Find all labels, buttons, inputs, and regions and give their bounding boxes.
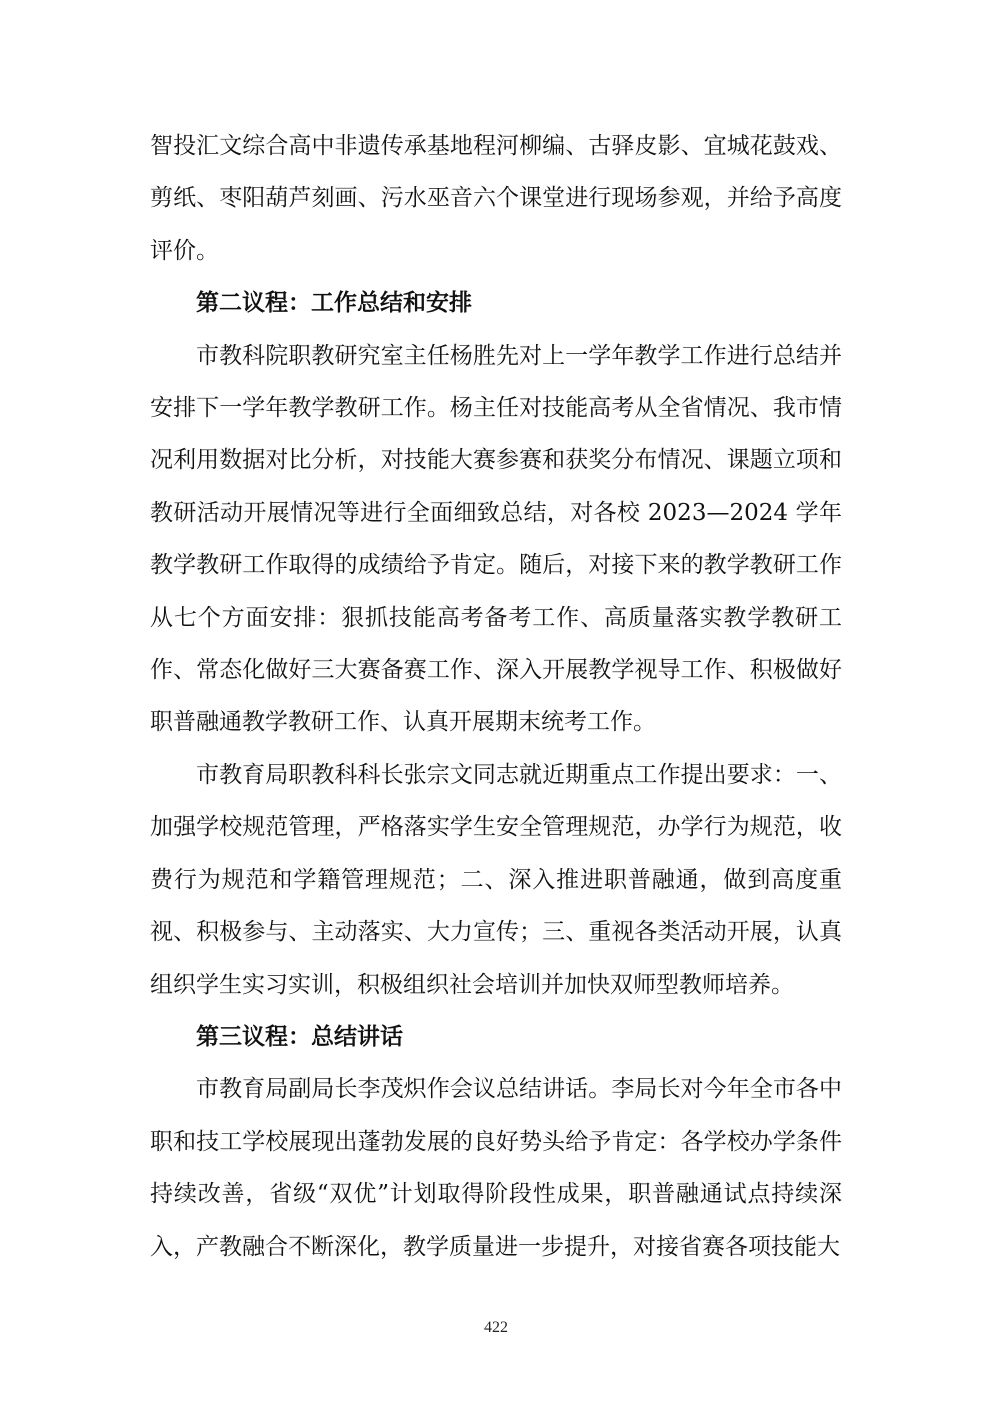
paragraph-closing-speech: 市教育局副局长李茂炽作会议总结讲话。李局长对今年全市各中职和技工学校展现出蓬勃发展的良好势头给予肯定：各学校办学条件持续改善，省级“双优”计划取得阶段性成果，职普融通试点持续深入，产教融合不断深化，教学质量进一步提升，对接省赛各项技能大 xyxy=(150,1076,842,1260)
page-number: 422 xyxy=(484,1319,508,1336)
body-text xyxy=(150,120,842,1273)
heading-agenda-two: 第二议程：工作总结和安排 xyxy=(196,290,472,317)
heading-agenda-three: 第三议程：总结讲话 xyxy=(196,1023,403,1050)
paragraph-intangible-heritage-visit: 智投汇文综合高中非遗传承基地程河柳编、古驿皮影、宜城花鼓戏、剪纸、枣阳葫芦刻画、污水巫音六个课堂进行现场参观，并给予高度评价。 xyxy=(150,133,842,264)
paragraph-key-requirements: 市教育局职教科科长张宗文同志就近期重点工作提出要求：一、加强学校规范管理，严格落实学生安全管理规范，办学行为规范，收费行为规范和学籍管理规范；二、深入推进职普融通，做到高度重视、积极参与、主动落实、大力宣传；三、重视各类活动开展，认真组织学生实习实训，积极组织社会培训并加快双师型教师培养。 xyxy=(150,761,842,998)
paragraph-work-summary: 市教科院职教研究室主任杨胜先对上一学年教学工作进行总结并安排下一学年教学教研工作。杨主任对技能高考从全省情况、我市情况利用数据对比分析，对技能大赛参赛和获奖分布情况、课题立项和教研活动开展情况等进行全面细致总结，对各校 2023—2024 学年教学教研工作取得的成绩给予肯定。随后，对接下来的教学教研工作从七个方面安排：狠抓技能高考备考工作、高质量落实教学教研工作、常态化做好三大赛备赛工作、深入开展教学视导工作、积极做好职普融通教学教研工作、认真开展期末统考工作。 xyxy=(150,342,842,736)
